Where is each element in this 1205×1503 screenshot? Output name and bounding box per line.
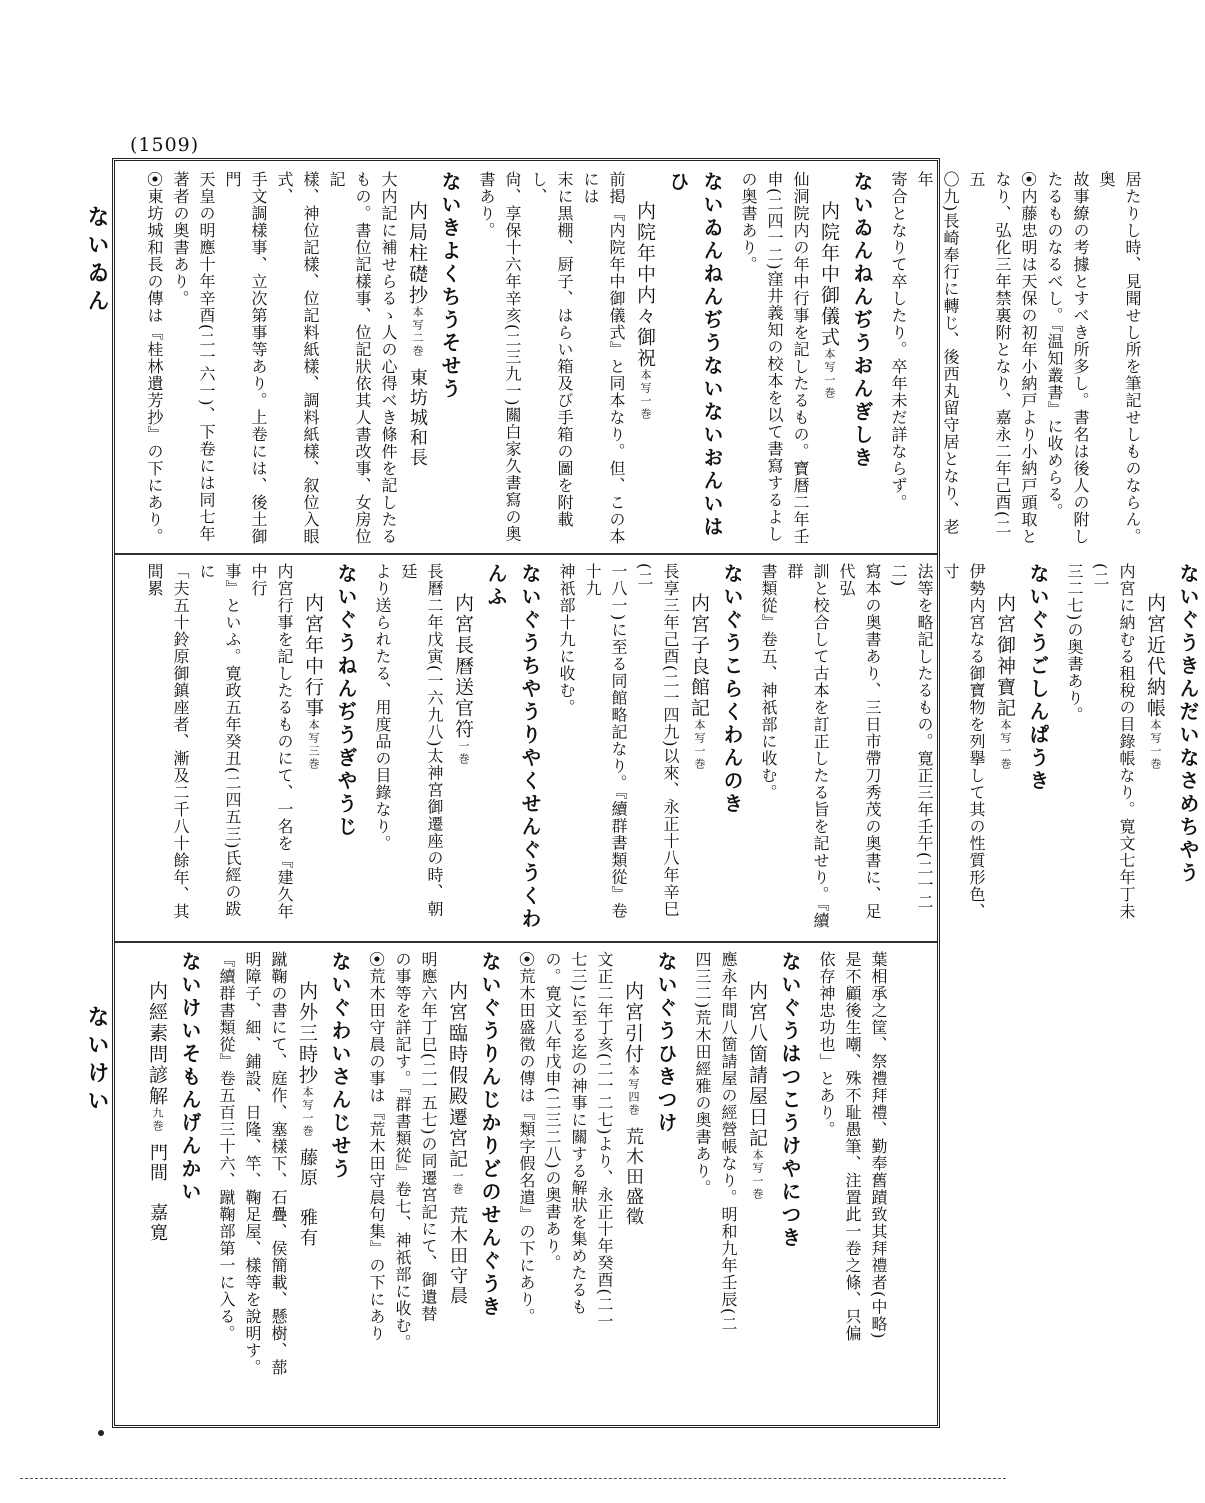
entry-body-line: より送られたる、用度品の目錄なり。 <box>373 563 392 852</box>
entry-body-line: 前掲『内院年中御儀式』と同本なり。但、この本には <box>581 171 626 545</box>
entry-body-line: 書類從』卷五、神祇部に收む。 <box>759 563 778 801</box>
entry-volumes: 九巻 <box>151 1107 164 1133</box>
entry-title-text: 内宮子良館記 <box>688 593 710 719</box>
entry-author: 門間 嘉寛 <box>147 1143 168 1243</box>
entry-body <box>363 951 441 1421</box>
entry-title-text: 内宮臨時假殿遷宮記 <box>446 981 468 1170</box>
entry-body-line: 申(二四一二)窪井義知の校本を以て書寫するよし <box>765 171 784 543</box>
entry-body-line: 應永年間八箇請屋の經營帳なり。明和九年壬辰(二 <box>719 951 738 1333</box>
speck <box>98 1430 104 1436</box>
entry-reading: ないぐわいさんじせう <box>328 951 352 1181</box>
entry-body <box>513 951 617 1421</box>
entry-title <box>441 951 473 1421</box>
entry-body-line: 伊勢内宮なる御寶物を列擧して其の性質形色、寸 <box>941 563 986 920</box>
entry-body-line: 末に黒棚、厨子、はらい箱及び手箱の圖を附載し、 <box>529 171 574 528</box>
entry-body-line: 依存神忠功也」とあり。 <box>817 951 836 1138</box>
entry-body <box>689 951 741 1421</box>
entry-title-text: 内經素問諺解 <box>146 981 168 1107</box>
entry-volumes: 本写一巻 <box>693 719 706 771</box>
entry-body-line: 内宮に納むる租稅の目錄帳なり。寛文七年丁未(二 <box>1091 563 1136 920</box>
entry-title-text: 内外三時抄 <box>296 981 318 1086</box>
entry-body-line: 蹴鞠の書にて、庭作、塞樣下、石疊、侯簡載、懸樹、蔀 <box>269 951 288 1376</box>
page-bottom-rule <box>20 1478 1006 1479</box>
entry-volumes: 本写一巻 <box>751 1149 764 1201</box>
entry-body-line: 仙洞院内の年中行事を記したるもの。寶暦二年壬 <box>791 171 810 545</box>
entry-title-text: 内宮長曆送官符 <box>452 593 474 740</box>
entry-body <box>141 171 401 546</box>
entry-title-text: 内局柱礎抄 <box>406 201 428 306</box>
section-middle <box>135 563 1200 933</box>
dictionary-entry <box>689 951 807 1421</box>
entry-body-line: 葉相承之筐、祭禮拜禮、勤奉舊蹟致其拜禮者(中略) <box>869 951 888 1340</box>
entry-body-line: の事等を詳記す。『群書類從』卷七、神祇部に收む。 <box>393 951 412 1351</box>
entry-reading: ないぐうごしんぱうき <box>1026 563 1050 793</box>
entry-reading: ないぐうねんぢうぎやうじ <box>334 563 358 839</box>
entry-title-text: 内宮引付 <box>622 981 644 1065</box>
section-divider-2 <box>115 941 937 943</box>
entry-author: 荒木田守晨 <box>447 1206 468 1306</box>
entry-volumes: 本写一巻 <box>1149 719 1162 771</box>
entry-volumes: 本写一巻 <box>999 719 1012 771</box>
entry-body-line: の奥書あり。 <box>739 171 758 273</box>
entry-body-line: ⦿荒木田盛徵の傳は『類字假名遣』の下にあり。 <box>517 951 536 1326</box>
entry-volumes: 本写四巻 <box>627 1065 640 1117</box>
side-label-bottom: ないけい <box>84 1005 110 1117</box>
entry-title <box>629 171 661 546</box>
entry-reading: ないゐんねんぢうないないおんいはひ <box>666 171 724 539</box>
entry-body <box>213 951 291 1421</box>
entry-body <box>1061 563 1139 933</box>
entry-volumes: 本写一巻 <box>301 1086 314 1138</box>
side-label-top: ないゐん <box>84 205 110 317</box>
dictionary-entry <box>513 951 683 1421</box>
section-top <box>135 171 1142 546</box>
entry-body-line: 四三二)荒木田經雅の奥書あり。 <box>693 951 712 1197</box>
entry-body-line: 長曆二年戊寅(一六九八)太神宮御遷座の時、朝廷 <box>399 563 444 918</box>
entry-body <box>369 563 447 933</box>
entry-author: 藤原 雅有 <box>297 1148 318 1248</box>
dictionary-entry <box>735 171 879 546</box>
section-bottom <box>135 951 923 1421</box>
entry-title <box>617 951 649 1421</box>
entry-body-line: 著者の奥書あり。 <box>171 171 190 307</box>
entry-body-line: 居たりし時、見聞せし所を筆記せしものならん。奥 <box>1097 171 1142 545</box>
dictionary-entry <box>363 951 507 1421</box>
entry-body <box>755 563 989 933</box>
entry-body-line: 訓と校合して古本を訂正したる旨を記せり。『續群 <box>785 563 830 929</box>
entry-volumes: 一巻 <box>457 740 470 766</box>
entry-reading: ないけいそもんげんかい <box>178 951 202 1204</box>
entry-body-line: 「夫五十鈴原御鎮座者、漸及二千八十餘年、其間累 <box>145 563 190 920</box>
entry-body-line: 内宮行事を記したるものにて、一名を『建久年中行 <box>249 563 294 920</box>
entry-body-line: 寄合となりて卒したり。卒年未だ詳ならず。 <box>889 171 908 511</box>
entry-title-text: 内宮近代納帳 <box>1144 593 1166 719</box>
entry-reading: ないぐうはつこうけやにつき <box>778 951 802 1250</box>
entry-body-line: 〇九)長崎奉行に轉じ、後西丸留守居となり、老年 <box>915 171 960 536</box>
dictionary-entry <box>141 951 207 1421</box>
entry-title <box>683 563 715 933</box>
dictionary-entry <box>885 171 1145 546</box>
entry-reading: ないぐうきんだいなさめちやう <box>1176 563 1200 885</box>
page-number: (1509) <box>130 134 200 156</box>
entry-author: 東坊城和長 <box>407 368 428 468</box>
entry-title-text: 内院年中御儀式 <box>818 201 840 348</box>
entry-body-line: 明應六年丁巳(二一五七)の同遷宮記にて、御遺替 <box>419 951 438 1323</box>
entry-volumes: 本写三巻 <box>307 719 320 771</box>
entry-title <box>401 171 433 546</box>
entry-title <box>813 171 845 546</box>
entry-title <box>1139 563 1171 933</box>
entry-body <box>473 171 629 546</box>
entry-body-line: もの。書位記樣事、位記狀依其人書改事、女房位記 <box>327 171 372 545</box>
entry-title <box>141 951 173 1421</box>
entry-title <box>989 563 1021 933</box>
entry-body-line: 書あり。 <box>477 171 496 239</box>
dictionary-entry <box>1061 563 1205 933</box>
entry-body-line: 手文調樣事、立次第事等あり。上卷には、後土御門 <box>223 171 268 545</box>
dictionary-entry <box>473 171 729 546</box>
entry-body <box>813 951 891 1421</box>
entry-body-line: 神祇部十九に收む。 <box>557 563 576 716</box>
entry-reading: ないぐうひきつけ <box>654 951 678 1135</box>
entry-body-line: 大内記に補せらるゝ人の心得べき條件を記したる <box>379 171 398 545</box>
entry-body-line: 長享三年己酉(二一四九)以來、永正十八年辛巳(二 <box>635 563 680 918</box>
dictionary-entry <box>141 171 467 546</box>
entry-body <box>553 563 683 933</box>
entry-body-line: 尙、享保十六年辛亥(二三九一)關白家久書寫の奥 <box>503 171 522 543</box>
entry-body-line: ⦿東坊城和長の傳は『桂林遺芳抄』の下にあり。 <box>145 171 164 546</box>
page-frame <box>112 158 1200 1428</box>
entry-reading: ないぐうこらくわんのき <box>720 563 744 816</box>
entry-reading: ないきよくちうそせう <box>438 171 462 401</box>
entry-body-line: 一八一)に至る同館略記なり。『續群書類從』卷十九 <box>583 563 628 920</box>
section-divider-1 <box>115 553 937 555</box>
entry-body-line: なり、弘化三年禁裏附となり、嘉永二年己酉(二五 <box>967 171 1012 536</box>
entry-body <box>885 171 1145 546</box>
entry-body-line: 事』といふ。寛政五年癸丑(二四五三)氏經の跋に <box>197 563 242 918</box>
entry-body-line: 明障子、細、鋪設、日隆、竿、鞠足屋、樣等を說明す。 <box>243 951 262 1376</box>
entry-body-line: 文正二年丁亥(二一二七)より、永正十年癸酉(二一 <box>595 951 614 1330</box>
entry-title-text: 内宮御神寶記 <box>994 593 1016 719</box>
entry-title <box>297 563 329 933</box>
entry-volumes: 本写一巻 <box>639 369 652 421</box>
entry-title-text: 内宮年中行事 <box>302 593 324 719</box>
dictionary-entry <box>369 563 547 933</box>
entry-volumes: 本写二巻 <box>411 306 424 358</box>
entry-body-line: ⦿荒木田守晨の事は『荒木田守晨句集』の下にあり <box>367 951 386 1343</box>
entry-body-line: の。寛文八年戊申(二三二八)の奥書あり。 <box>543 951 562 1272</box>
entry-body-line: 天皇の明應十年辛酉(二一六一)、下卷には同七年 <box>197 171 216 543</box>
entry-body-line: 『續群書類從』卷五百三十六、蹴鞠部第一に入る。 <box>217 951 236 1342</box>
entry-body-line: 樣、神位記樣、位記料紙樣、調料紙樣、叙位入眼式、 <box>275 171 320 545</box>
entry-body-line: 七三)に至る迄の神事に關する解狀を集めたるも <box>569 951 588 1316</box>
dictionary-entry <box>213 951 357 1421</box>
entry-body-line: 三二七)の奥書あり。 <box>1065 563 1084 724</box>
entry-body-line: 寫本の奥書あり、三日市帶刀秀茂の奥書に、足代弘 <box>837 563 882 920</box>
entry-title <box>741 951 773 1421</box>
dictionary-entry <box>755 563 1055 933</box>
dictionary-entry <box>141 563 363 933</box>
entry-volumes: 本写一巻 <box>823 348 836 400</box>
entry-body-line: 是不顧後生嘲、殊不耻愚筆、注置此一卷之條、只偏 <box>843 951 862 1342</box>
entry-reading: ないぐうりんじかりどのせんぐうき <box>478 951 502 1319</box>
entry-body <box>735 171 813 546</box>
entry-body-line: ⦿内藤忠明は天保の初年小納戸より小納戸頭取と <box>1019 171 1038 546</box>
entry-reading: ないぐうちやうりやくせんぐうくわんふ <box>484 563 542 931</box>
entry-title <box>291 951 323 1421</box>
entry-volumes: 一巻 <box>451 1170 464 1196</box>
entry-title <box>447 563 479 933</box>
entry-title-text: 内宮八箇請屋日記 <box>746 981 768 1149</box>
entry-body-line: たるものなるべし。『温知叢書』に收めらる。 <box>1045 171 1064 520</box>
entry-body-line: 法等を略記したるもの。寛正三年壬午(二一二二) <box>889 563 934 911</box>
entry-body <box>141 563 297 933</box>
entry-author: 荒木田盛徵 <box>623 1127 644 1227</box>
entry-reading: ないゐんねんぢうおんぎしき <box>850 171 874 470</box>
dictionary-entry <box>553 563 749 933</box>
entry-title-text: 内院年中内々御祝 <box>634 201 656 369</box>
dictionary-entry <box>813 951 891 1421</box>
entry-body-line: 故事繚の考據とすべき所多し。書名は後人の附し <box>1071 171 1090 545</box>
